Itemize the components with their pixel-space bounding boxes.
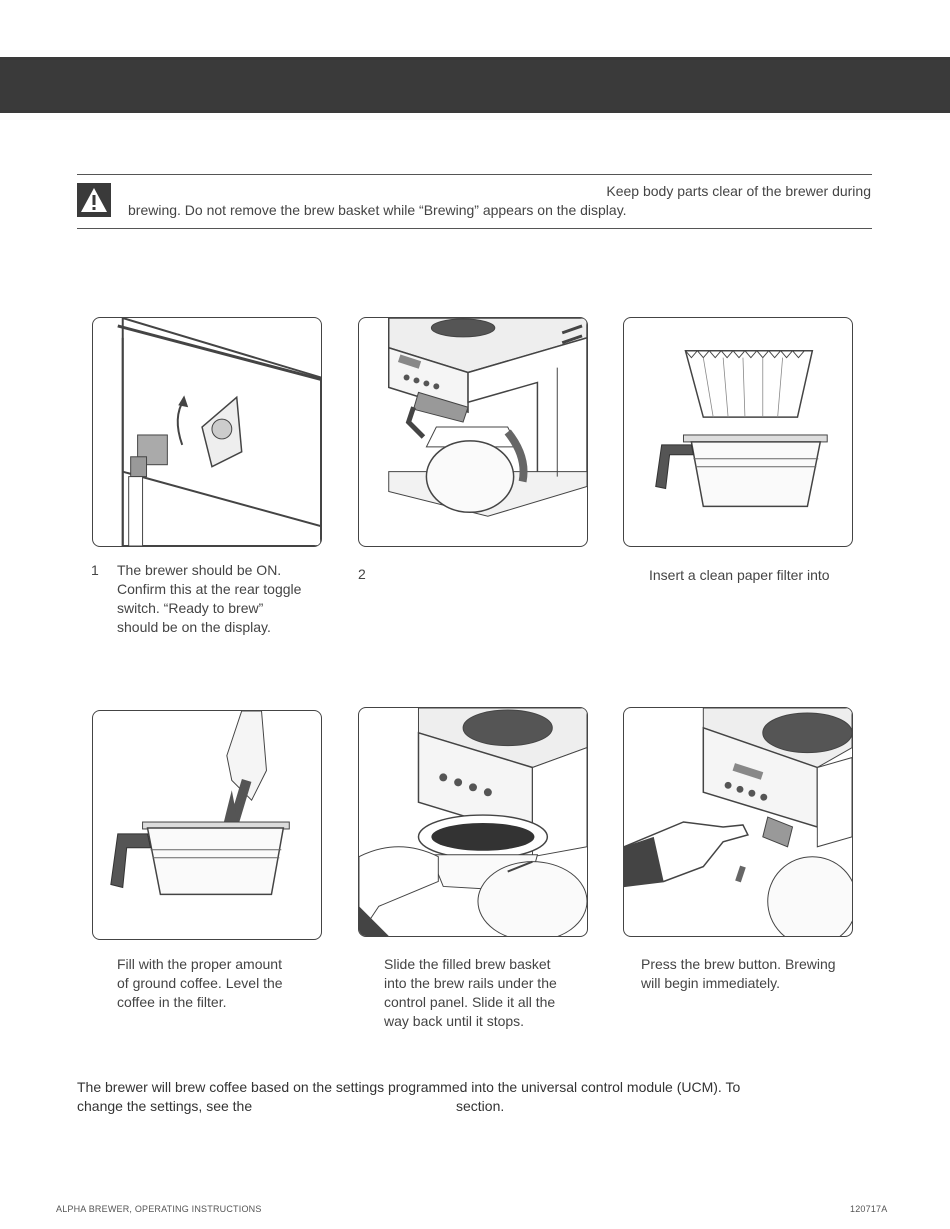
warning-top-rule	[77, 174, 872, 175]
step-4-line-3: coffee in the filter.	[117, 994, 227, 1010]
step-1-line-2: Confirm this at the rear toggle	[117, 581, 302, 597]
step-6-illustration	[623, 707, 853, 937]
step-5-line-1: Slide the filled brew basket	[384, 956, 551, 972]
footer-document-code: 120717A	[850, 1204, 888, 1214]
step-1-number: 1	[91, 562, 99, 578]
step-6-line-1: Press the brew button. Brewing	[641, 956, 836, 972]
note-line-1: The brewer will brew coffee based on the settings programmed into the universal control module (UCM). To	[77, 1079, 741, 1095]
step-4-line-2: of ground coffee. Level the	[117, 975, 283, 991]
step-1-text	[117, 561, 301, 637]
step-4-line-1: Fill with the proper amount	[117, 956, 282, 972]
warning-bottom-rule	[77, 228, 872, 229]
step-6-text	[641, 955, 836, 993]
step-1-line-4: should be on the display.	[117, 619, 271, 635]
step-3-line-1: Insert a clean paper filter into	[649, 567, 830, 583]
warning-text-line2: brewing. Do not remove the brew basket while “Brewing” appears on the display.	[128, 202, 627, 218]
header-bar	[0, 57, 950, 113]
step-2-number: 2	[358, 566, 366, 582]
step-2-illustration	[358, 317, 588, 547]
step-4-illustration	[92, 710, 322, 940]
step-5-line-3: control panel. Slide it all the	[384, 994, 556, 1010]
step-5-text	[384, 955, 557, 1031]
step-5-line-2: into the brew rails under the	[384, 975, 557, 991]
step-6-line-2: will begin immediately.	[641, 975, 781, 991]
step-3-illustration	[623, 317, 853, 547]
warning-triangle-icon	[77, 183, 111, 217]
step-3-text	[649, 566, 830, 585]
step-1-line-3: switch. “Ready to brew”	[117, 600, 264, 616]
note-line-2-start: change the settings, see the	[77, 1098, 253, 1114]
step-5-line-4: way back until it stops.	[384, 1013, 525, 1029]
note-line-2-end: section.	[456, 1098, 505, 1114]
step-5-illustration	[358, 707, 588, 937]
step-4-text	[117, 955, 283, 1012]
step-1-illustration	[92, 317, 322, 547]
footer-document-title: ALPHA BREWER, OPERATING INSTRUCTIONS	[56, 1204, 262, 1214]
step-1-line-1: The brewer should be ON.	[117, 562, 282, 578]
warning-text-line1: Keep body parts clear of the brewer during	[606, 183, 871, 199]
